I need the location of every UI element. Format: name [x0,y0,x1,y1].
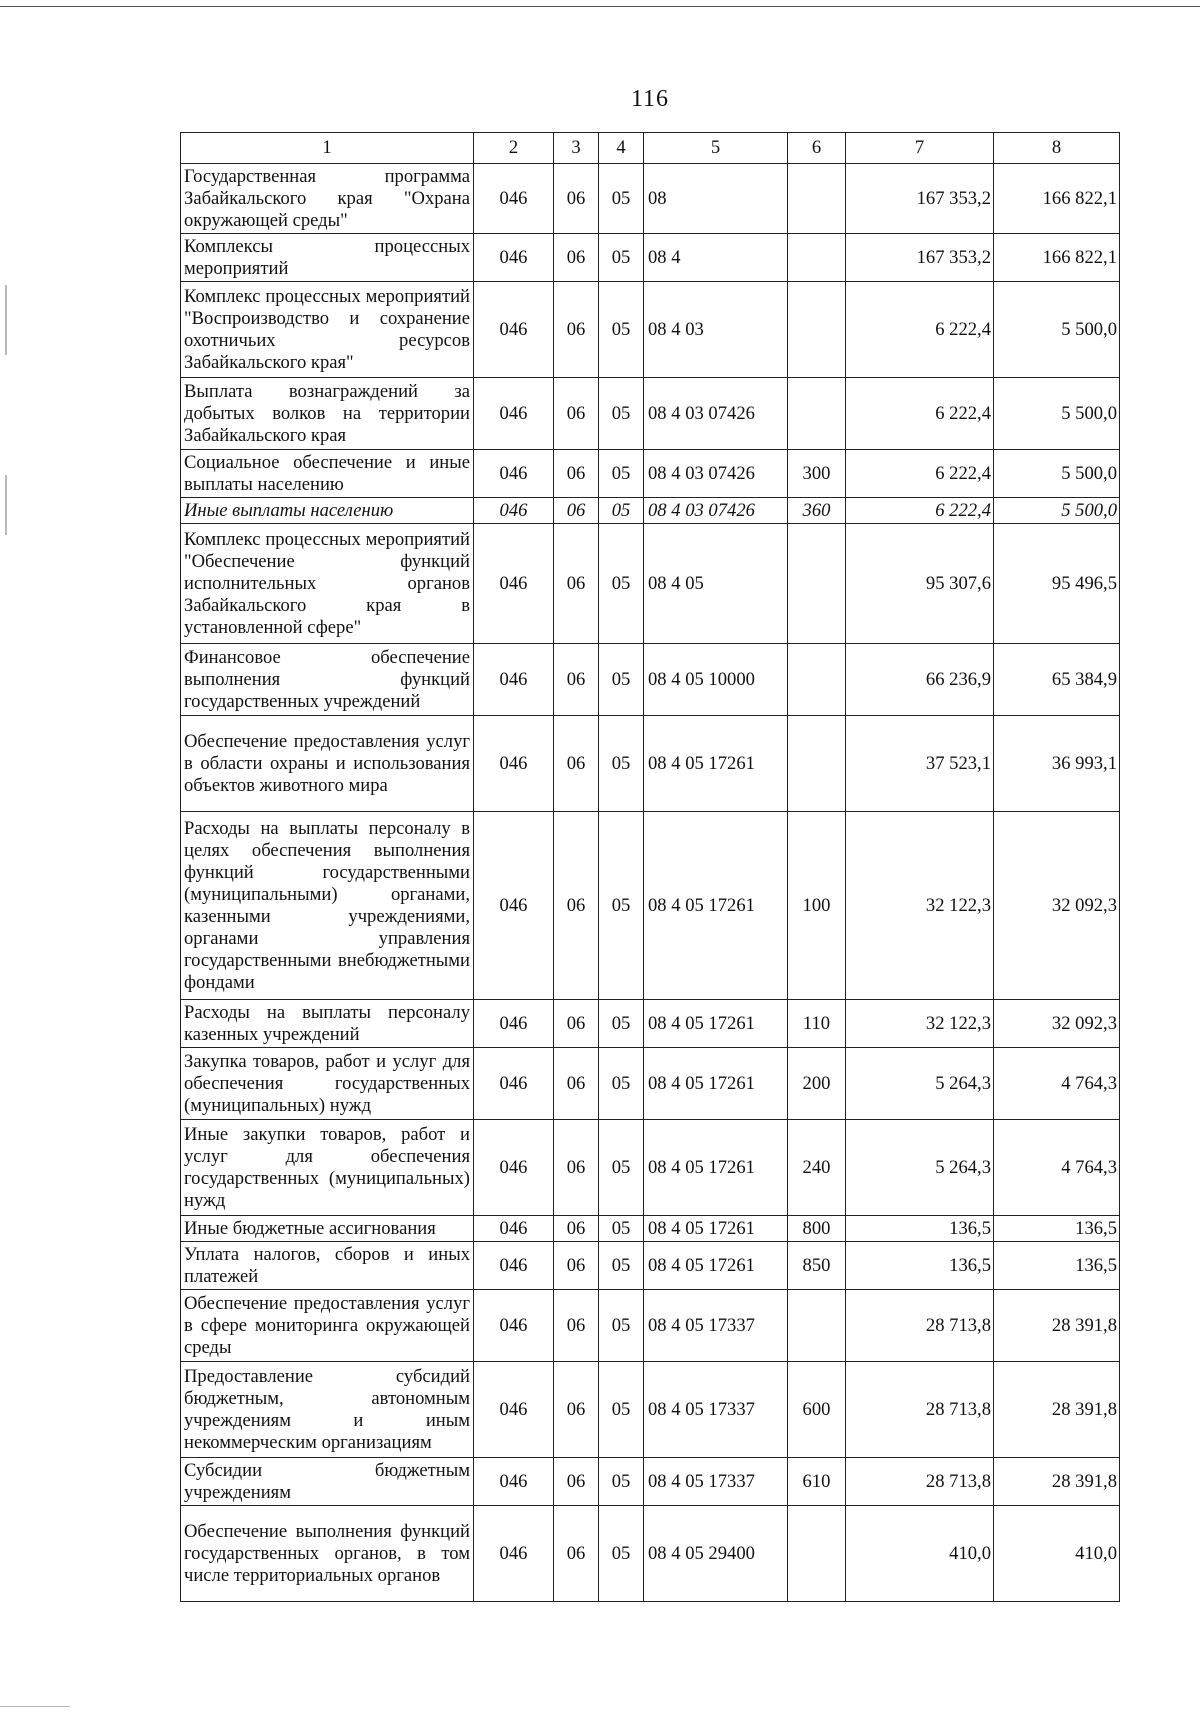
cell-expense-type [788,644,846,716]
cell-name: Выплата вознаграждений за добытых волков на территории Забайкальского края [181,378,474,450]
header-cell-5: 5 [644,133,788,164]
cell-target-article: 08 4 05 17337 [644,1362,788,1458]
cell-admin-code: 046 [474,716,554,812]
table-row [181,1242,1120,1290]
cell-subsection: 05 [599,234,644,282]
cell-section: 06 [554,1048,599,1120]
table-row [181,1216,1120,1242]
cell-target-article: 08 4 05 17261 [644,1216,788,1242]
cell-expense-type [788,282,846,378]
cell-amount-1: 32 122,3 [846,812,994,1000]
cell-expense-type [788,234,846,282]
cell-amount-2: 5 500,0 [994,378,1120,450]
cell-expense-type: 610 [788,1458,846,1506]
cell-subsection: 05 [599,1290,644,1362]
cell-subsection: 05 [599,644,644,716]
cell-subsection: 05 [599,1458,644,1506]
cell-admin-code: 046 [474,1506,554,1602]
table-row [181,716,1120,812]
cell-section: 06 [554,1000,599,1048]
table-row [181,1362,1120,1458]
header-cell-1: 1 [181,133,474,164]
cell-subsection: 05 [599,282,644,378]
cell-amount-2: 32 092,3 [994,812,1120,1000]
cell-amount-1: 32 122,3 [846,1000,994,1048]
cell-name: Субсидии бюджетным учреждениям [181,1458,474,1506]
cell-target-article: 08 4 03 07426 [644,450,788,498]
cell-subsection: 05 [599,450,644,498]
cell-name: Обеспечение предоставления услуг в области охраны и использования объектов животного мира [181,716,474,812]
cell-subsection: 05 [599,1000,644,1048]
cell-name: Обеспечение предоставления услуг в сфере мониторинга окружающей среды [181,1290,474,1362]
cell-admin-code: 046 [474,498,554,524]
cell-admin-code: 046 [474,524,554,644]
cell-amount-2: 4 764,3 [994,1048,1120,1120]
cell-section: 06 [554,1458,599,1506]
cell-subsection: 05 [599,524,644,644]
cell-subsection: 05 [599,164,644,234]
cell-target-article: 08 4 05 17261 [644,1120,788,1216]
cell-section: 06 [554,524,599,644]
table-row [181,378,1120,450]
cell-admin-code: 046 [474,1048,554,1120]
cell-expense-type: 200 [788,1048,846,1120]
cell-amount-2: 136,5 [994,1216,1120,1242]
cell-name: Расходы на выплаты персоналу в целях обеспечения выполнения функций государственными (муниципальными) органами, казенными учреждениями, органами управления государственными внебюджетными фондами [181,812,474,1000]
cell-amount-2: 166 822,1 [994,164,1120,234]
cell-admin-code: 046 [474,1458,554,1506]
cell-expense-type: 110 [788,1000,846,1048]
cell-expense-type [788,1506,846,1602]
cell-amount-1: 136,5 [846,1242,994,1290]
header-cell-2: 2 [474,133,554,164]
cell-amount-1: 6 222,4 [846,378,994,450]
table-row [181,234,1120,282]
table-row [181,524,1120,644]
cell-target-article: 08 4 03 07426 [644,378,788,450]
header-cell-4: 4 [599,133,644,164]
cell-section: 06 [554,812,599,1000]
cell-section: 06 [554,498,599,524]
cell-amount-2: 65 384,9 [994,644,1120,716]
table-row [181,1120,1120,1216]
cell-amount-1: 6 222,4 [846,498,994,524]
cell-expense-type: 800 [788,1216,846,1242]
cell-name: Финансовое обеспечение выполнения функций государственных учреждений [181,644,474,716]
cell-amount-1: 6 222,4 [846,282,994,378]
cell-admin-code: 046 [474,1216,554,1242]
cell-target-article: 08 4 05 17337 [644,1290,788,1362]
cell-amount-2: 95 496,5 [994,524,1120,644]
cell-amount-2: 410,0 [994,1506,1120,1602]
cell-admin-code: 046 [474,234,554,282]
scan-artifact-left-1 [5,285,7,355]
cell-amount-2: 4 764,3 [994,1120,1120,1216]
header-cell-6: 6 [788,133,846,164]
cell-admin-code: 046 [474,1120,554,1216]
cell-amount-1: 5 264,3 [846,1048,994,1120]
cell-subsection: 05 [599,1506,644,1602]
cell-name: Иные закупки товаров, работ и услуг для обеспечения государственных (муниципальных) нужд [181,1120,474,1216]
cell-target-article: 08 4 03 [644,282,788,378]
cell-admin-code: 046 [474,1242,554,1290]
cell-target-article: 08 4 05 17337 [644,1458,788,1506]
cell-amount-1: 5 264,3 [846,1120,994,1216]
cell-amount-2: 5 500,0 [994,450,1120,498]
cell-target-article: 08 4 05 17261 [644,1048,788,1120]
cell-name: Закупка товаров, работ и услуг для обеспечения государственных (муниципальных) нужд [181,1048,474,1120]
scan-artifact-bottom [0,1706,70,1707]
cell-admin-code: 046 [474,1000,554,1048]
table-row [181,1458,1120,1506]
cell-amount-2: 5 500,0 [994,498,1120,524]
cell-amount-1: 28 713,8 [846,1362,994,1458]
cell-expense-type: 300 [788,450,846,498]
cell-name: Комплекс процессных мероприятий "Воспроизводство и сохранение охотничьих ресурсов Забайкальского края" [181,282,474,378]
cell-expense-type [788,378,846,450]
cell-section: 06 [554,1216,599,1242]
cell-amount-2: 32 092,3 [994,1000,1120,1048]
cell-name: Комплекс процессных мероприятий "Обеспечение функций исполнительных органов Забайкальского края в установленной сфере" [181,524,474,644]
cell-name: Социальное обеспечение и иные выплаты населению [181,450,474,498]
cell-expense-type [788,524,846,644]
cell-subsection: 05 [599,1048,644,1120]
page-number: 116 [630,86,670,112]
cell-amount-1: 167 353,2 [846,234,994,282]
table-row [181,1506,1120,1602]
cell-amount-2: 36 993,1 [994,716,1120,812]
cell-admin-code: 046 [474,378,554,450]
cell-subsection: 05 [599,378,644,450]
cell-amount-2: 166 822,1 [994,234,1120,282]
cell-expense-type [788,1290,846,1362]
cell-subsection: 05 [599,812,644,1000]
cell-expense-type: 100 [788,812,846,1000]
cell-subsection: 05 [599,716,644,812]
cell-admin-code: 046 [474,282,554,378]
cell-target-article: 08 4 05 17261 [644,1000,788,1048]
cell-name: Предоставление субсидий бюджетным, автономным учреждениям и иным некоммерческим организациям [181,1362,474,1458]
cell-section: 06 [554,164,599,234]
top-border-line [0,6,1200,7]
cell-amount-2: 5 500,0 [994,282,1120,378]
header-cell-8: 8 [994,133,1120,164]
header-cell-7: 7 [846,133,994,164]
cell-admin-code: 046 [474,164,554,234]
cell-section: 06 [554,1506,599,1602]
table-body [181,133,1120,1602]
cell-admin-code: 046 [474,812,554,1000]
cell-admin-code: 046 [474,644,554,716]
cell-name: Государственная программа Забайкальского края "Охрана окружающей среды" [181,164,474,234]
cell-expense-type [788,716,846,812]
table-row [181,1290,1120,1362]
cell-target-article: 08 4 05 17261 [644,1242,788,1290]
table-row [181,644,1120,716]
cell-section: 06 [554,716,599,812]
cell-amount-1: 136,5 [846,1216,994,1242]
cell-amount-2: 28 391,8 [994,1458,1120,1506]
cell-target-article: 08 4 05 10000 [644,644,788,716]
cell-subsection: 05 [599,1242,644,1290]
cell-admin-code: 046 [474,1290,554,1362]
cell-section: 06 [554,234,599,282]
cell-target-article: 08 4 05 17261 [644,812,788,1000]
scan-artifact-left-2 [5,475,7,535]
header-row [181,133,1120,164]
header-cell-3: 3 [554,133,599,164]
cell-section: 06 [554,282,599,378]
cell-amount-1: 28 713,8 [846,1290,994,1362]
table-row [181,498,1120,524]
cell-section: 06 [554,644,599,716]
cell-expense-type: 600 [788,1362,846,1458]
cell-subsection: 05 [599,1120,644,1216]
table-row [181,1048,1120,1120]
cell-admin-code: 046 [474,1362,554,1458]
cell-admin-code: 046 [474,450,554,498]
cell-section: 06 [554,1242,599,1290]
cell-subsection: 05 [599,1216,644,1242]
budget-table [180,132,1120,1602]
cell-subsection: 05 [599,498,644,524]
cell-amount-1: 6 222,4 [846,450,994,498]
table-row [181,164,1120,234]
cell-section: 06 [554,1362,599,1458]
cell-name: Обеспечение выполнения функций государственных органов, в том числе территориальных органов [181,1506,474,1602]
cell-amount-1: 28 713,8 [846,1458,994,1506]
cell-amount-2: 28 391,8 [994,1290,1120,1362]
cell-target-article: 08 4 03 07426 [644,498,788,524]
table-row [181,282,1120,378]
cell-amount-1: 37 523,1 [846,716,994,812]
cell-name: Уплата налогов, сборов и иных платежей [181,1242,474,1290]
cell-amount-2: 28 391,8 [994,1362,1120,1458]
cell-name: Иные выплаты населению [181,498,474,524]
cell-section: 06 [554,1120,599,1216]
table-row [181,812,1120,1000]
cell-target-article: 08 4 05 [644,524,788,644]
cell-target-article: 08 [644,164,788,234]
cell-expense-type: 360 [788,498,846,524]
cell-amount-1: 66 236,9 [846,644,994,716]
cell-amount-1: 410,0 [846,1506,994,1602]
cell-expense-type: 240 [788,1120,846,1216]
cell-amount-1: 95 307,6 [846,524,994,644]
table-row [181,1000,1120,1048]
cell-subsection: 05 [599,1362,644,1458]
cell-name: Расходы на выплаты персоналу казенных учреждений [181,1000,474,1048]
cell-expense-type: 850 [788,1242,846,1290]
cell-name: Иные бюджетные ассигнования [181,1216,474,1242]
cell-target-article: 08 4 [644,234,788,282]
cell-amount-2: 136,5 [994,1242,1120,1290]
cell-target-article: 08 4 05 17261 [644,716,788,812]
cell-section: 06 [554,1290,599,1362]
cell-name: Комплексы процессных мероприятий [181,234,474,282]
cell-section: 06 [554,378,599,450]
table-row [181,450,1120,498]
cell-amount-1: 167 353,2 [846,164,994,234]
cell-expense-type [788,164,846,234]
cell-target-article: 08 4 05 29400 [644,1506,788,1602]
cell-section: 06 [554,450,599,498]
